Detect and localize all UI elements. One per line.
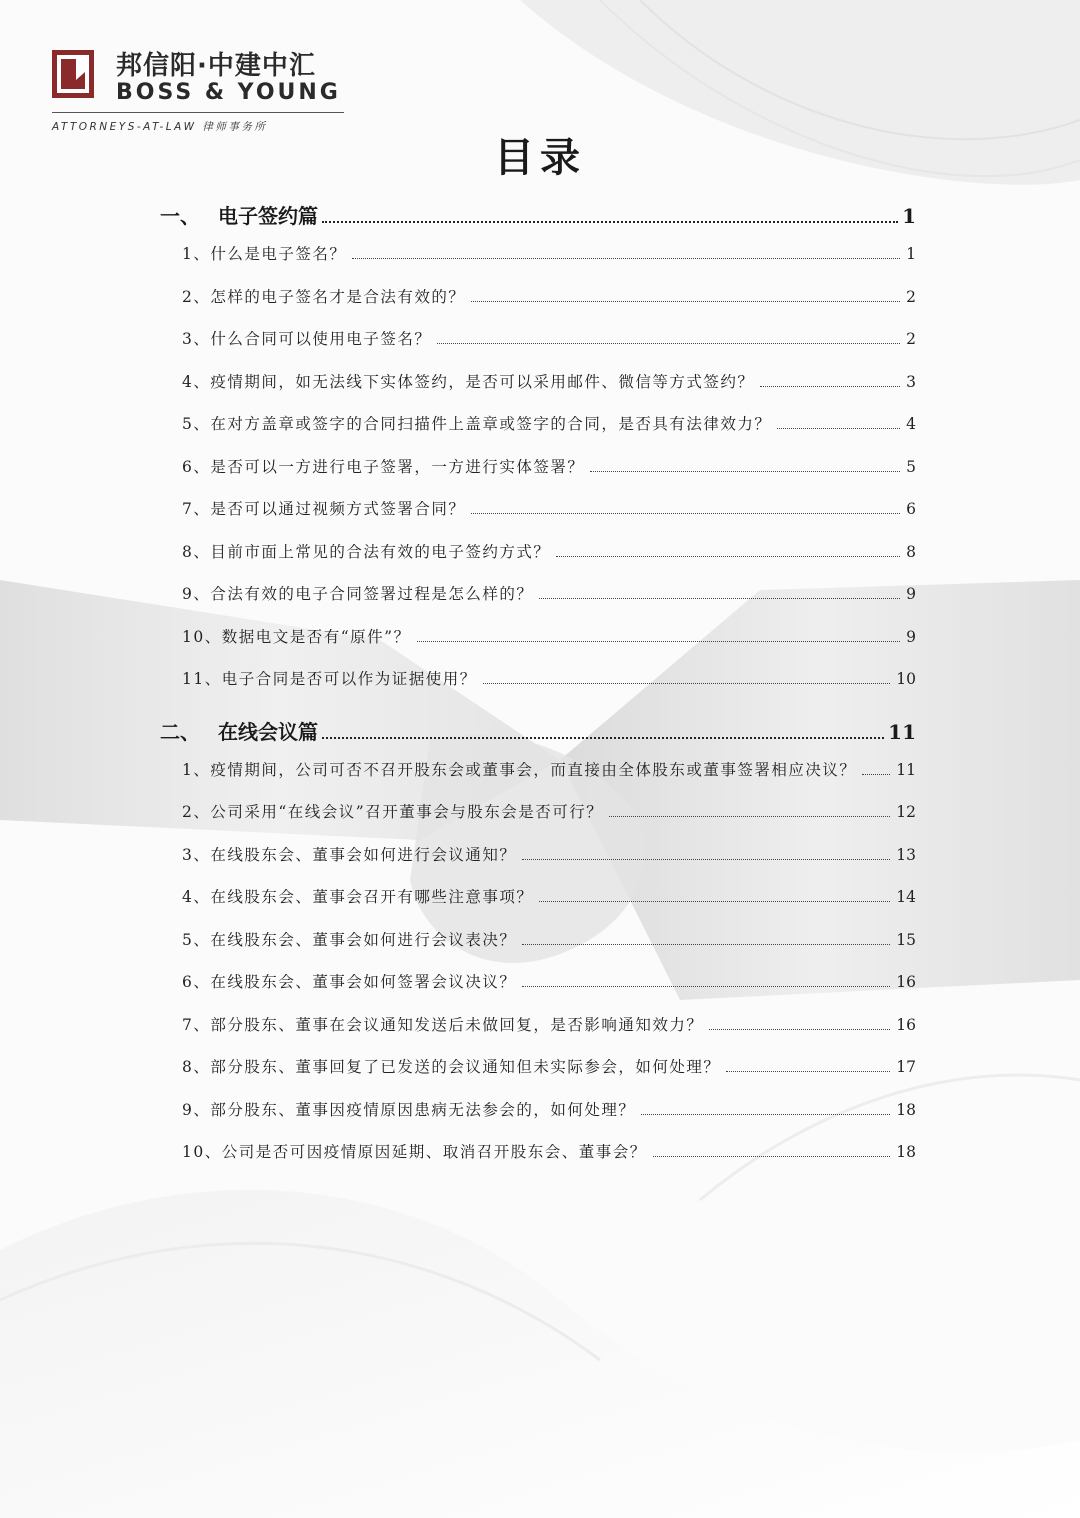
toc-entry[interactable]	[182, 370, 916, 413]
entry-title: 3、什么合同可以使用电子签名？	[182, 330, 432, 348]
entry-page-number: 18	[896, 1100, 916, 1119]
entry-page-number: 3	[906, 372, 916, 391]
toc-section-heading[interactable]	[160, 716, 916, 758]
entry-page-number: 15	[896, 930, 916, 949]
firm-subtitle: ATTORNEYS-AT-LAW 律师事务所	[52, 121, 268, 133]
dot-leader	[609, 816, 890, 817]
entry-title: 5、在对方盖章或签字的合同扫描件上盖章或签字的合同，是否具有法律效力？	[182, 415, 772, 433]
entry-page-number: 5	[906, 457, 916, 476]
dot-leader	[862, 774, 890, 775]
entry-title: 7、是否可以通过视频方式签署合同？	[182, 500, 466, 518]
toc-entry[interactable]	[182, 1098, 916, 1141]
dot-leader	[322, 221, 898, 223]
section-number: 二、	[160, 719, 200, 744]
toc-entry[interactable]	[182, 928, 916, 971]
entry-title: 1、什么是电子签名？	[182, 245, 347, 263]
entry-page-number: 17	[896, 1058, 916, 1076]
toc-entry[interactable]	[182, 800, 916, 843]
firm-emblem-icon	[52, 50, 94, 98]
table-of-contents	[160, 200, 916, 1189]
entry-page-number: 11	[896, 760, 916, 779]
dot-leader	[760, 386, 900, 387]
entry-page-number: 9	[906, 585, 916, 603]
entry-title: 8、部分股东、董事回复了已发送的会议通知但未实际参会，如何处理？	[182, 1058, 721, 1076]
dot-leader	[726, 1071, 890, 1072]
entry-page-number: 14	[896, 888, 916, 906]
section-title: 电子签约篇	[218, 204, 318, 228]
entry-page-number: 16	[896, 973, 916, 991]
entry-page-number: 1	[906, 245, 916, 263]
entry-title: 4、在线股东会、董事会召开有哪些注意事项？	[182, 888, 534, 906]
toc-entry[interactable]	[182, 242, 916, 285]
toc-entry[interactable]	[182, 758, 916, 801]
toc-entry[interactable]	[182, 412, 916, 455]
dot-leader	[522, 986, 890, 987]
toc-item-list	[160, 758, 916, 1183]
toc-item-list	[160, 242, 916, 710]
dot-leader	[539, 598, 900, 599]
entry-title: 11、电子合同是否可以作为证据使用？	[182, 670, 477, 688]
dot-leader	[590, 471, 900, 472]
entry-title: 8、目前市面上常见的合法有效的电子签约方式？	[182, 542, 551, 561]
toc-entry[interactable]	[182, 667, 916, 710]
dot-leader	[653, 1156, 891, 1157]
entry-title: 3、在线股东会、董事会如何进行会议通知？	[182, 845, 517, 864]
entry-title: 5、在线股东会、董事会如何进行会议表决？	[182, 930, 517, 949]
dot-leader	[522, 859, 890, 860]
entry-page-number: 2	[906, 330, 916, 348]
dot-leader	[352, 258, 900, 259]
entry-title: 2、怎样的电子签名才是合法有效的？	[182, 287, 466, 306]
page-title: 目录	[494, 134, 586, 181]
toc-entry[interactable]	[182, 843, 916, 886]
entry-page-number: 16	[896, 1015, 916, 1034]
logo-divider	[52, 112, 344, 113]
dot-leader	[522, 944, 890, 945]
toc-entry[interactable]	[182, 285, 916, 328]
toc-section-heading[interactable]	[160, 200, 916, 242]
entry-page-number: 4	[906, 415, 916, 433]
dot-leader	[471, 301, 900, 302]
entry-title: 9、部分股东、董事因疫情原因患病无法参会的，如何处理？	[182, 1100, 636, 1119]
toc-entry[interactable]	[182, 540, 916, 583]
entry-page-number: 9	[906, 627, 916, 646]
section-number: 一、	[160, 204, 200, 228]
dot-leader	[483, 683, 891, 684]
entry-title: 2、公司采用“在线会议”召开董事会与股东会是否可行？	[182, 803, 604, 821]
entry-page-number: 18	[896, 1143, 916, 1161]
toc-entry[interactable]	[182, 582, 916, 625]
toc-entry[interactable]	[182, 1013, 916, 1056]
entry-title: 6、在线股东会、董事会如何签署会议决议？	[182, 973, 517, 991]
entry-title: 9、合法有效的电子合同签署过程是怎么样的？	[182, 585, 534, 603]
dot-leader	[417, 641, 901, 642]
entry-page-number: 12	[896, 803, 916, 821]
entry-title: 6、是否可以一方进行电子签署，一方进行实体签署？	[182, 457, 585, 476]
entry-title: 10、公司是否可因疫情原因延期、取消召开股东会、董事会？	[182, 1143, 647, 1161]
firm-name-english: BOSS & YOUNG	[116, 80, 341, 105]
entry-page-number: 2	[906, 287, 916, 306]
section-title: 在线会议篇	[218, 719, 318, 744]
section-page-number: 1	[902, 204, 916, 228]
entry-page-number: 8	[906, 542, 916, 561]
toc-entry[interactable]	[182, 625, 916, 668]
toc-entry[interactable]	[182, 497, 916, 540]
entry-title: 1、疫情期间，公司可否不召开股东会或董事会，而直接由全体股东或董事签署相应决议？	[182, 760, 857, 779]
toc-entry[interactable]	[182, 970, 916, 1013]
toc-entry[interactable]	[182, 1055, 916, 1098]
entry-page-number: 6	[906, 500, 916, 518]
entry-title: 10、数据电文是否有“原件”？	[182, 627, 411, 646]
entry-title: 7、部分股东、董事在会议通知发送后未做回复，是否影响通知效力？	[182, 1015, 704, 1034]
dot-leader	[437, 343, 900, 344]
toc-entry[interactable]	[182, 327, 916, 370]
dot-leader	[471, 513, 900, 514]
dot-leader	[322, 737, 884, 739]
dot-leader	[709, 1029, 890, 1030]
section-page-number: 11	[888, 719, 916, 744]
toc-entry[interactable]	[182, 885, 916, 928]
toc-entry[interactable]	[182, 1140, 916, 1183]
dot-leader	[641, 1114, 890, 1115]
dot-leader	[556, 556, 900, 557]
toc-entry[interactable]	[182, 455, 916, 498]
entry-page-number: 10	[896, 670, 916, 688]
firm-name-chinese: 邦信阳·中建中汇	[116, 51, 316, 81]
dot-leader	[539, 901, 890, 902]
entry-title: 4、疫情期间，如无法线下实体签约，是否可以采用邮件、微信等方式签约？	[182, 372, 755, 391]
entry-page-number: 13	[896, 845, 916, 864]
dot-leader	[777, 428, 900, 429]
